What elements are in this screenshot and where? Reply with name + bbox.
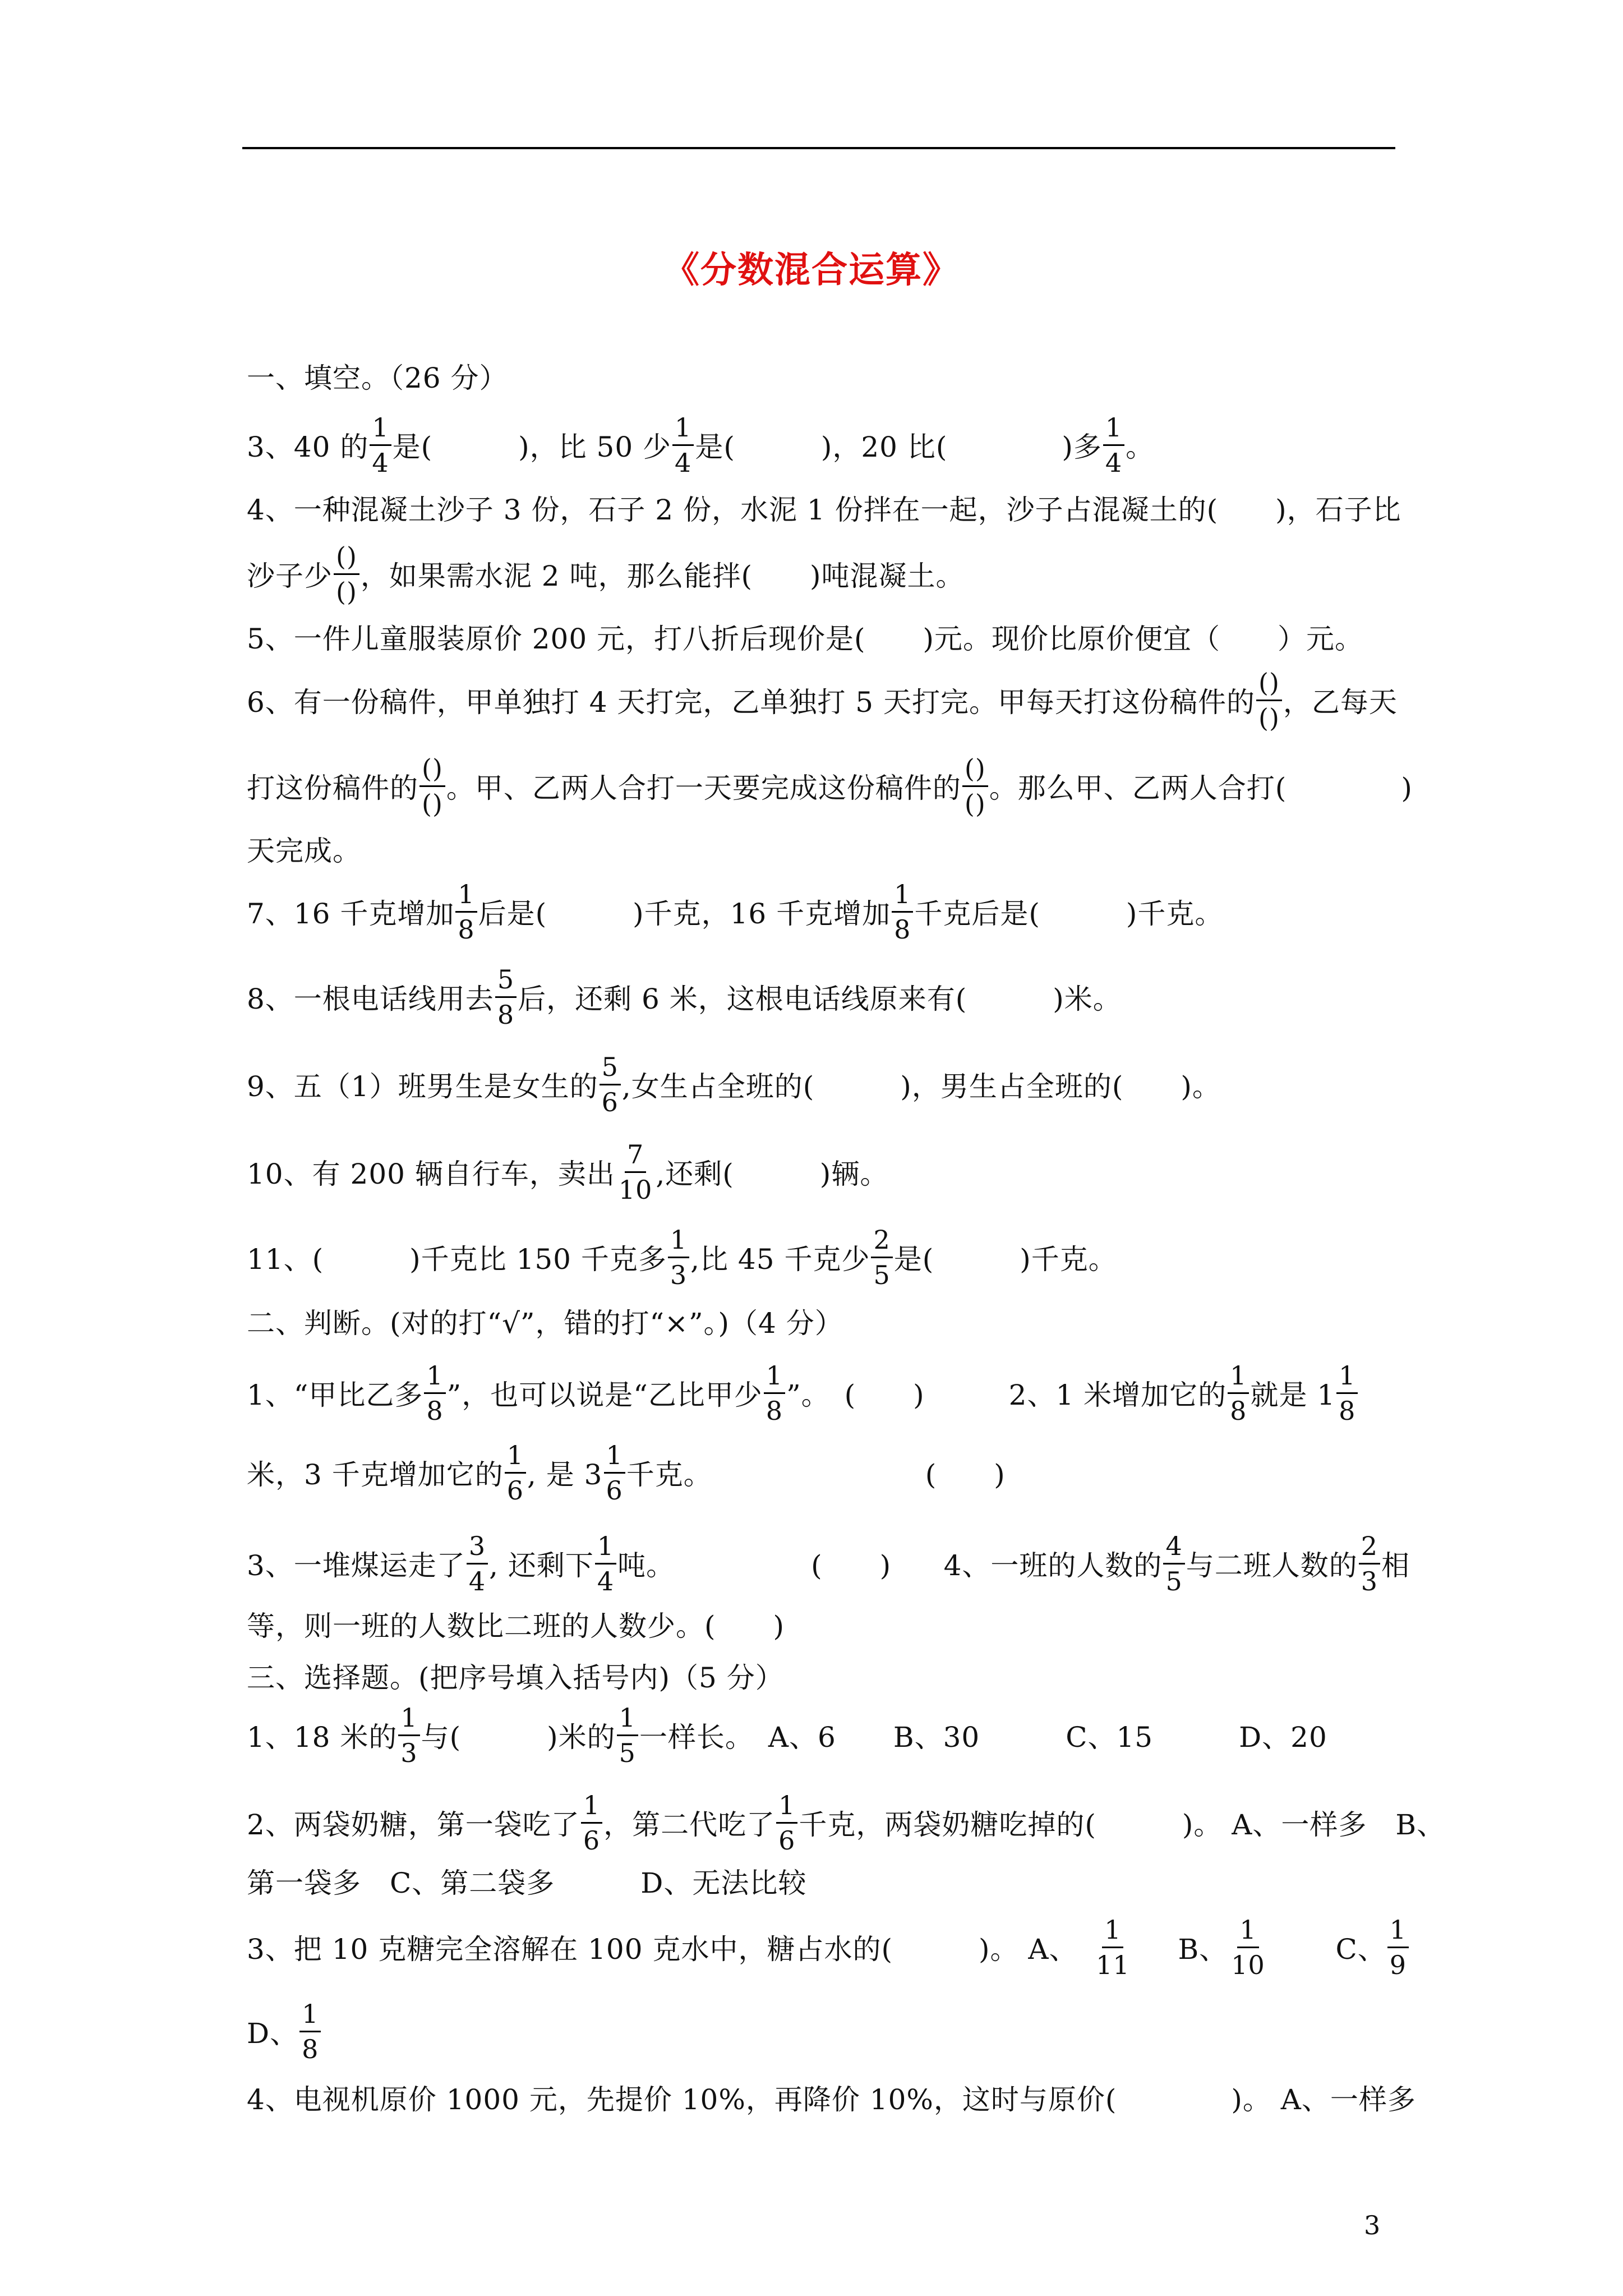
fraction: $\frac{1}{6}$ (581, 1788, 602, 1857)
question-1-10: 10、有 200 辆自行车，卖出 $\frac{7}{10}$ ,还剩( )辆。 (247, 1135, 1399, 1208)
fraction: $\frac{1}{8}$ (1228, 1359, 1249, 1428)
question-1-5: 5、一件儿童服装原价 200 元，打八折后现价是( )元。现价比原价便宜（ ）元。 (247, 623, 1364, 655)
question-2-1: 1、“甲比乙多 $\frac{1}{8}$ ”，也可以说是“乙比甲少 $\frac{1}{8}$ ”。 ( ) 2、1 米增加它的 $\frac{1}{8}$ 就是 1 $\frac{1}{8}$ (247, 1356, 1410, 1429)
question-3-2: 2、两袋奶糖，第一袋吃了 $\frac{1}{6}$ ，第二代吃了 $\frac{1}{6}$ 千克，两袋奶糖吃掉的( )。 A、一样多 B、 (247, 1786, 1410, 1859)
question-1-9: 9、五（1）班男生是女生的 $\frac{5}{6}$ ,女生占全班的( )，男生占全班的( )。 (247, 1048, 1399, 1121)
question-1-4-line2: 沙子少 $\frac{()}{()}$ ，如果需水泥 2 吨，那么能拌( )吨混凝土。 (247, 537, 1399, 610)
question-3-3: 3、把 10 克糖完全溶解在 100 克水中，糖占水的( )。 A、 $\frac{1}{11}$ B、 $\frac{1}{10}$ C、 $\frac{1}{9}$ (247, 1911, 1410, 1984)
question-1-11: 11、( )千克比 150 千克多 $\frac{1}{3}$ ,比 45 千克少 $\frac{2}{5}$ 是( )千克。 (247, 1221, 1399, 1294)
fraction: $\frac{7}{10}$ (616, 1138, 655, 1207)
fraction: $\frac{1}{3}$ (398, 1701, 419, 1770)
question-1-3: 3、40 的 $\frac{1}{4}$ 是( )，比 50 少 $\frac{1}{4}$ 是( )，20 比( )多 $\frac{1}{4}$ 。 (247, 408, 1399, 481)
question-3-2-options: 第一袋多 C、第二袋多 D、无法比较 (247, 1867, 807, 1899)
fraction: $\frac{1}{8}$ (424, 1359, 445, 1428)
page-number: 3 (1364, 2210, 1381, 2240)
question-3-1: 1、18 米的 $\frac{1}{3}$ 与( )米的 $\frac{1}{5}$ 一样长。 A、6 B、30 C、15 D、20 (247, 1699, 1399, 1772)
question-1-7: 7、16 千克增加 $\frac{1}{8}$ 后是( )千克，16 千克增加 $\frac{1}{8}$ 千克后是( )千克。 (247, 875, 1399, 948)
fraction: $\frac{1}{4}$ (1103, 411, 1124, 480)
fraction: $\frac{1}{8}$ (892, 877, 913, 946)
section3-heading: 三、选择题。(把序号填入括号内)（5 分） (247, 1662, 784, 1694)
fraction: $\frac{1}{4}$ (370, 411, 391, 480)
question-1-6-line3: 天完成。 (247, 835, 361, 867)
question-1-6-line1: 6、有一份稿件，甲单独打 4 天打完，乙单独打 5 天打完。甲每天打这份稿件的 $\frac{()}{()}$ ，乙每天 (247, 664, 1410, 737)
fraction: $\frac{5}{6}$ (600, 1050, 621, 1119)
fraction: $\frac{1}{3}$ (668, 1223, 689, 1292)
question-1-4-line1: 4、一种混凝土沙子 3 份，石子 2 份，水泥 1 份拌在一起，沙子占混凝土的( )，石子比 (247, 494, 1401, 526)
fraction: $\frac{1}{4}$ (595, 1529, 616, 1598)
fraction: $\frac{1}{8}$ (299, 1997, 321, 2066)
fraction: $\frac{1}{5}$ (617, 1701, 638, 1770)
page-title: 《分数混合运算》 (663, 249, 960, 291)
fraction: $\frac{1}{6}$ (776, 1788, 797, 1857)
question-2-3: 3、一堆煤运走了 $\frac{3}{4}$ , 还剩下 $\frac{1}{4}$ 吨。 ( ) 4、一班的人数的 $\frac{4}{5}$ 与二班人数的 $\frac{2}{3}$ 相 (247, 1527, 1410, 1600)
fraction: $\frac{()}{()}$ (962, 752, 988, 821)
question-2-4-cont: 等，则一班的人数比二班的人数少。( ) (247, 1610, 785, 1642)
question-2-2-cont: 米，3 千克增加它的 $\frac{1}{6}$ , 是 3 $\frac{1}{6}$ 千克。 ( ) (247, 1436, 1399, 1509)
question-3-4: 4、电视机原价 1000 元，先提价 10%，再降价 10%，这时与原价( )。 A、一样多 (247, 2083, 1416, 2116)
fraction: $\frac{4}{5}$ (1163, 1529, 1184, 1598)
fraction: $\frac{1}{8}$ (1336, 1359, 1358, 1428)
fraction: $\frac{5}{8}$ (495, 963, 517, 1032)
section1-heading: 一、填空。（26 分） (247, 362, 508, 394)
fraction: $\frac{1}{9}$ (1387, 1913, 1409, 1982)
fraction: $\frac{()}{()}$ (334, 540, 359, 609)
fraction: $\frac{()}{()}$ (1256, 666, 1282, 735)
fraction: $\frac{1}{8}$ (455, 877, 477, 946)
fraction: $\frac{1}{8}$ (764, 1359, 785, 1428)
fraction: $\frac{1}{6}$ (505, 1438, 526, 1507)
fraction: $\frac{1}{11}$ (1094, 1913, 1132, 1982)
question-3-3-option-d: D、 $\frac{1}{8}$ (247, 1995, 1399, 2068)
fraction: $\frac{2}{5}$ (871, 1223, 892, 1292)
fraction: $\frac{1}{4}$ (672, 411, 694, 480)
question-1-8: 8、一根电话线用去 $\frac{5}{8}$ 后，还剩 6 米，这根电话线原来有( )米。 (247, 960, 1399, 1033)
section2-heading: 二、判断。(对的打“√”，错的打“×”。)（4 分） (247, 1307, 843, 1340)
fraction: $\frac{2}{3}$ (1359, 1529, 1380, 1598)
fraction: $\frac{3}{4}$ (467, 1529, 488, 1598)
header-rule (242, 147, 1395, 149)
question-1-6-line2: 打这份稿件的 $\frac{()}{()}$ 。甲、乙两人合打一天要完成这份稿件的 $\frac{()}{()}$ 。那么甲、乙两人合打( ) (247, 749, 1410, 822)
fraction: $\frac{1}{10}$ (1229, 1913, 1267, 1982)
fraction: $\frac{()}{()}$ (419, 752, 445, 821)
fraction: $\frac{1}{6}$ (604, 1438, 625, 1507)
